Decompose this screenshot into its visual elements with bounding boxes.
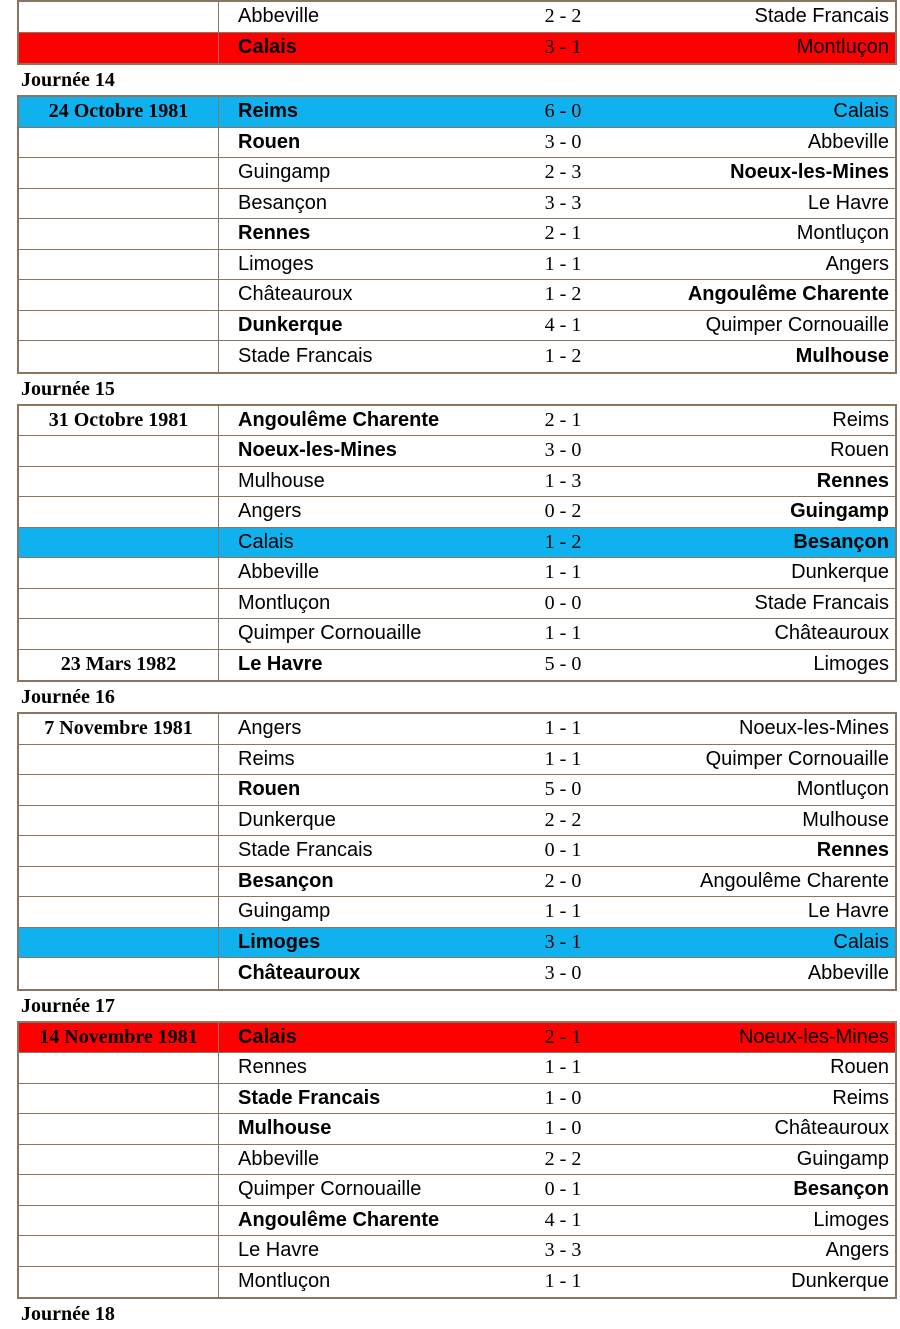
- home-team: Besançon: [238, 869, 334, 892]
- away-team: Angers: [825, 1239, 889, 1262]
- match-score: 1 - 1: [544, 252, 582, 275]
- match-date: [19, 745, 219, 775]
- home-team: Quimper Cornouaille: [238, 1178, 422, 1201]
- home-team: Stade Francais: [238, 344, 373, 367]
- match-row: [19, 158, 895, 189]
- match-score: 1 - 1: [544, 747, 582, 770]
- away-team: Noeux-les-Mines: [738, 1025, 889, 1048]
- match-row: [19, 1175, 895, 1206]
- home-team: Angers: [238, 717, 302, 740]
- match-row: [19, 250, 895, 281]
- match-score: 2 - 2: [544, 1147, 582, 1170]
- away-team: Mulhouse: [795, 344, 889, 367]
- match-row: [19, 436, 895, 467]
- away-team: Rennes: [816, 469, 889, 492]
- match-score: 3 - 3: [544, 191, 582, 214]
- match-score: 0 - 0: [544, 591, 582, 614]
- home-team: Mulhouse: [238, 469, 325, 492]
- home-team: Le Havre: [238, 1239, 320, 1262]
- away-team: Limoges: [813, 1208, 889, 1231]
- match-score: 1 - 1: [544, 1270, 582, 1293]
- match-date: [19, 867, 219, 897]
- match-date: [19, 250, 219, 280]
- away-team: Limoges: [813, 653, 889, 676]
- match-row: [19, 311, 895, 342]
- away-team: Angers: [825, 252, 889, 275]
- match-date: 14 Novembre 1981: [19, 1023, 219, 1053]
- match-score: 0 - 2: [544, 500, 582, 523]
- match-date: [19, 1114, 219, 1144]
- match-row: [19, 97, 895, 128]
- match-date: [19, 497, 219, 527]
- home-team: Calais: [238, 36, 297, 59]
- away-team: Guingamp: [790, 500, 889, 523]
- home-team: Le Havre: [238, 653, 323, 676]
- match-date: [19, 436, 219, 466]
- match-row: [19, 836, 895, 867]
- match-row: [19, 867, 895, 898]
- away-team: Rouen: [830, 439, 889, 462]
- match-row: [19, 1267, 895, 1298]
- home-team: Besançon: [238, 191, 327, 214]
- home-team: Rouen: [238, 778, 301, 801]
- match-date: [19, 1053, 219, 1083]
- match-date: [19, 558, 219, 588]
- match-row: [19, 1114, 895, 1145]
- away-team: Quimper Cornouaille: [705, 747, 889, 770]
- match-date: [19, 836, 219, 866]
- home-team: Stade Francais: [238, 839, 373, 862]
- home-team: Rennes: [238, 222, 311, 245]
- match-score: 0 - 1: [544, 1178, 582, 1201]
- match-score: 1 - 2: [544, 344, 582, 367]
- match-date: [19, 775, 219, 805]
- match-row: [19, 1023, 895, 1054]
- match-table: [17, 0, 897, 65]
- match-date: [19, 219, 219, 249]
- journee-heading: Journée 15: [21, 377, 115, 400]
- match-row: [19, 1206, 895, 1237]
- match-date: 24 Octobre 1981: [19, 97, 219, 127]
- match-date: [19, 280, 219, 310]
- home-team: Calais: [238, 1025, 297, 1048]
- away-team: Reims: [832, 408, 889, 431]
- home-team: Limoges: [238, 930, 321, 953]
- away-team: Calais: [833, 930, 889, 953]
- match-score: 0 - 1: [544, 839, 582, 862]
- home-team: Rennes: [238, 1056, 307, 1079]
- home-team: Quimper Cornouaille: [238, 622, 422, 645]
- away-team: Angoulême Charente: [699, 869, 889, 892]
- match-row: [19, 128, 895, 159]
- match-date: [19, 1084, 219, 1114]
- journee-heading: Journée 17: [21, 994, 115, 1017]
- home-team: Angoulême Charente: [238, 408, 440, 431]
- match-row: [19, 406, 895, 437]
- away-team: Calais: [833, 100, 889, 123]
- away-team: Reims: [832, 1086, 889, 1109]
- away-team: Montluçon: [796, 36, 889, 59]
- match-row: [19, 33, 895, 64]
- home-team: Guingamp: [238, 900, 331, 923]
- match-score: 2 - 1: [544, 408, 582, 431]
- match-row: [19, 528, 895, 559]
- away-team: Dunkerque: [791, 1270, 889, 1293]
- match-score: 1 - 1: [544, 1056, 582, 1079]
- match-row: [19, 1236, 895, 1267]
- match-score: 3 - 1: [544, 930, 582, 953]
- match-date: 23 Mars 1982: [19, 650, 219, 681]
- match-row: [19, 1145, 895, 1176]
- away-team: Besançon: [793, 1178, 889, 1201]
- match-score: 1 - 0: [544, 1117, 582, 1140]
- match-score: 1 - 0: [544, 1086, 582, 1109]
- away-team: Rennes: [816, 839, 889, 862]
- match-score: 4 - 1: [544, 313, 582, 336]
- away-team: Abbeville: [807, 961, 889, 984]
- match-date: [19, 528, 219, 558]
- match-date: [19, 1206, 219, 1236]
- match-date: [19, 2, 219, 32]
- match-row: [19, 958, 895, 989]
- away-team: Noeux-les-Mines: [738, 717, 889, 740]
- away-team: Châteauroux: [774, 1117, 889, 1140]
- match-score: 3 - 0: [544, 130, 582, 153]
- journee-heading: Journée 18: [21, 1303, 115, 1325]
- match-date: [19, 311, 219, 341]
- match-score: 5 - 0: [544, 653, 582, 676]
- match-row: [19, 745, 895, 776]
- match-score: 6 - 0: [544, 100, 582, 123]
- match-score: 1 - 1: [544, 561, 582, 584]
- match-date: [19, 1145, 219, 1175]
- away-team: Noeux-les-Mines: [730, 161, 889, 184]
- match-score: 2 - 2: [544, 5, 582, 28]
- match-score: 1 - 1: [544, 622, 582, 645]
- match-row: [19, 467, 895, 498]
- match-table: [17, 1021, 897, 1300]
- match-date: [19, 897, 219, 927]
- match-row: [19, 897, 895, 928]
- home-team: Noeux-les-Mines: [238, 439, 397, 462]
- match-row: [19, 2, 895, 33]
- match-date: [19, 619, 219, 649]
- away-team: Châteauroux: [774, 622, 889, 645]
- match-score: 1 - 2: [544, 283, 582, 306]
- home-team: Guingamp: [238, 161, 331, 184]
- match-row: [19, 619, 895, 650]
- match-date: [19, 467, 219, 497]
- match-date: [19, 33, 219, 64]
- away-team: Montluçon: [796, 222, 889, 245]
- match-date: [19, 806, 219, 836]
- home-team: Rouen: [238, 130, 301, 153]
- match-score: 3 - 3: [544, 1239, 582, 1262]
- home-team: Angers: [238, 500, 302, 523]
- match-score: 5 - 0: [544, 778, 582, 801]
- away-team: Stade Francais: [754, 5, 889, 28]
- match-date: [19, 1175, 219, 1205]
- away-team: Dunkerque: [791, 561, 889, 584]
- home-team: Montluçon: [238, 1270, 331, 1293]
- match-date: [19, 958, 219, 989]
- match-row: [19, 219, 895, 250]
- home-team: Reims: [238, 100, 299, 123]
- match-score: 1 - 1: [544, 717, 582, 740]
- home-team: Reims: [238, 747, 295, 770]
- match-date: [19, 158, 219, 188]
- match-score: 3 - 0: [544, 961, 582, 984]
- away-team: Mulhouse: [802, 808, 889, 831]
- match-date: [19, 928, 219, 958]
- away-team: Abbeville: [807, 130, 889, 153]
- match-score: 3 - 1: [544, 36, 582, 59]
- match-row: [19, 280, 895, 311]
- match-date: [19, 128, 219, 158]
- home-team: Calais: [238, 530, 294, 553]
- match-date: [19, 341, 219, 372]
- home-team: Angoulême Charente: [238, 1208, 440, 1231]
- match-row: [19, 341, 895, 372]
- match-date: [19, 1267, 219, 1298]
- away-team: Rouen: [830, 1056, 889, 1079]
- match-score: 2 - 3: [544, 161, 582, 184]
- match-row: [19, 775, 895, 806]
- match-row: [19, 497, 895, 528]
- home-team: Limoges: [238, 252, 314, 275]
- match-score: 1 - 3: [544, 469, 582, 492]
- away-team: Le Havre: [807, 191, 889, 214]
- match-row: [19, 189, 895, 220]
- away-team: Guingamp: [796, 1147, 889, 1170]
- match-score: 2 - 1: [544, 1025, 582, 1048]
- match-score: 1 - 1: [544, 900, 582, 923]
- match-score: 2 - 2: [544, 808, 582, 831]
- away-team: Le Havre: [807, 900, 889, 923]
- match-date: [19, 189, 219, 219]
- match-date: 7 Novembre 1981: [19, 714, 219, 744]
- match-score: 2 - 0: [544, 869, 582, 892]
- match-score: 2 - 1: [544, 222, 582, 245]
- journee-heading: Journée 16: [21, 686, 115, 708]
- home-team: Stade Francais: [238, 1086, 381, 1109]
- home-team: Dunkerque: [238, 808, 336, 831]
- match-row: [19, 806, 895, 837]
- home-team: Mulhouse: [238, 1117, 332, 1140]
- away-team: Angoulême Charente: [687, 283, 889, 306]
- match-score: 4 - 1: [544, 1208, 582, 1231]
- home-team: Châteauroux: [238, 961, 361, 984]
- home-team: Abbeville: [238, 561, 320, 584]
- match-row: [19, 928, 895, 959]
- away-team: Besançon: [793, 530, 889, 553]
- match-row: [19, 1053, 895, 1084]
- match-row: [19, 714, 895, 745]
- home-team: Châteauroux: [238, 283, 353, 306]
- match-row: [19, 589, 895, 620]
- match-row: [19, 650, 895, 681]
- match-row: [19, 558, 895, 589]
- home-team: Abbeville: [238, 5, 320, 28]
- journee-heading: Journée 14: [21, 69, 115, 91]
- away-team: Montluçon: [796, 778, 889, 801]
- match-table: [17, 712, 897, 991]
- home-team: Montluçon: [238, 591, 331, 614]
- match-date: 31 Octobre 1981: [19, 406, 219, 436]
- match-row: [19, 1084, 895, 1115]
- match-table: [17, 404, 897, 683]
- match-date: [19, 1236, 219, 1266]
- away-team: Quimper Cornouaille: [705, 313, 889, 336]
- home-team: Abbeville: [238, 1147, 320, 1170]
- match-score: 1 - 2: [544, 530, 582, 553]
- away-team: Stade Francais: [754, 591, 889, 614]
- match-date: [19, 589, 219, 619]
- home-team: Dunkerque: [238, 313, 343, 336]
- match-table: [17, 95, 897, 374]
- match-score: 3 - 0: [544, 439, 582, 462]
